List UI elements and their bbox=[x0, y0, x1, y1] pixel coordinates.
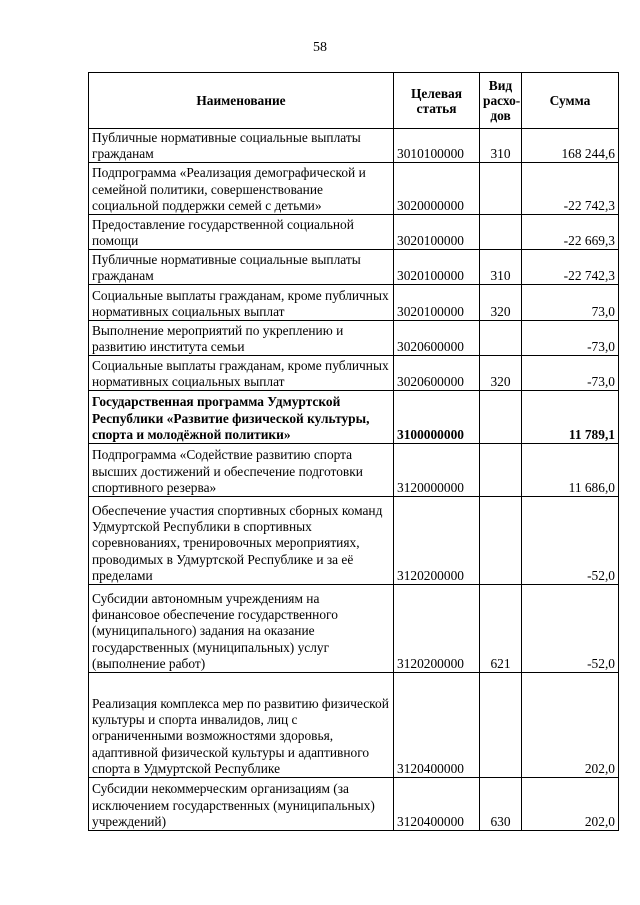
row-sum: 202,0 bbox=[522, 778, 619, 831]
row-sum: 73,0 bbox=[522, 285, 619, 321]
table-row bbox=[89, 129, 619, 163]
table-row bbox=[89, 163, 619, 215]
row-type: 310 bbox=[480, 129, 522, 163]
row-sum: 168 244,6 bbox=[522, 129, 619, 163]
page-number: 58 bbox=[313, 40, 327, 55]
row-type bbox=[480, 215, 522, 250]
row-code: 3020100000 bbox=[394, 285, 480, 321]
table-row bbox=[89, 285, 619, 321]
table-header-row bbox=[89, 73, 619, 129]
row-sum: -52,0 bbox=[522, 585, 619, 673]
row-sum: 202,0 bbox=[522, 673, 619, 778]
table-row bbox=[89, 673, 619, 778]
row-type: 320 bbox=[480, 356, 522, 391]
row-sum: 11 789,1 bbox=[522, 391, 619, 444]
row-name: Субсидии автономным учреждениям на финансовое обеспечение государственного (муниципального) задания на оказание государственных (муниципальных) услуг (выполнение работ) bbox=[89, 585, 394, 673]
table-row bbox=[89, 250, 619, 285]
row-type bbox=[480, 321, 522, 356]
row-sum: 11 686,0 bbox=[522, 444, 619, 497]
row-code: 3120200000 bbox=[394, 585, 480, 673]
row-code: 3020100000 bbox=[394, 215, 480, 250]
table-row bbox=[89, 356, 619, 391]
row-code: 3020100000 bbox=[394, 250, 480, 285]
row-name: Субсидии некоммерческим организациям (за исключением государственных (муниципальных) учреждений) bbox=[89, 778, 394, 831]
row-name: Подпрограмма «Содействие развитию спорта высших достижений и обеспечение подготовки спортивного резерва» bbox=[89, 444, 394, 497]
row-code: 3020000000 bbox=[394, 163, 480, 215]
row-type: 621 bbox=[480, 585, 522, 673]
row-code: 3100000000 bbox=[394, 391, 480, 444]
row-name: Государственная программа Удмуртской Республики «Развитие физической культуры, спорта и молодёжной политики» bbox=[89, 391, 394, 444]
header-code: Целевая статья bbox=[394, 73, 480, 129]
row-type: 630 bbox=[480, 778, 522, 831]
table-row bbox=[89, 585, 619, 673]
row-name: Социальные выплаты гражданам, кроме публичных нормативных социальных выплат bbox=[89, 356, 394, 391]
row-sum: -73,0 bbox=[522, 321, 619, 356]
row-name: Публичные нормативные социальные выплаты гражданам bbox=[89, 250, 394, 285]
table-row bbox=[89, 215, 619, 250]
row-code: 3020600000 bbox=[394, 356, 480, 391]
table-row bbox=[89, 391, 619, 444]
row-code: 3120400000 bbox=[394, 778, 480, 831]
table-row bbox=[89, 444, 619, 497]
row-type bbox=[480, 497, 522, 585]
row-code: 3120400000 bbox=[394, 673, 480, 778]
budget-table bbox=[88, 72, 619, 831]
row-type bbox=[480, 391, 522, 444]
row-type bbox=[480, 673, 522, 778]
row-sum: -22 742,3 bbox=[522, 250, 619, 285]
row-type: 310 bbox=[480, 250, 522, 285]
row-type bbox=[480, 444, 522, 497]
row-sum: -52,0 bbox=[522, 497, 619, 585]
row-sum: -22 742,3 bbox=[522, 163, 619, 215]
table-row bbox=[89, 497, 619, 585]
header-name: Наименование bbox=[89, 73, 394, 129]
row-sum: -73,0 bbox=[522, 356, 619, 391]
row-name: Обеспечение участия спортивных сборных команд Удмуртской Республики в спортивных соревнованиях, тренировочных мероприятиях, проводимых в Удмуртской Республике и за её пределами bbox=[89, 497, 394, 585]
row-name: Публичные нормативные социальные выплаты гражданам bbox=[89, 129, 394, 163]
table-row bbox=[89, 778, 619, 831]
row-code: 3120200000 bbox=[394, 497, 480, 585]
row-type: 320 bbox=[480, 285, 522, 321]
row-sum: -22 669,3 bbox=[522, 215, 619, 250]
row-name: Предоставление государственной социальной помощи bbox=[89, 215, 394, 250]
row-code: 3120000000 bbox=[394, 444, 480, 497]
row-code: 3020600000 bbox=[394, 321, 480, 356]
row-code: 3010100000 bbox=[394, 129, 480, 163]
header-sum: Сумма bbox=[522, 73, 619, 129]
header-type: Вид расхо-дов bbox=[480, 73, 522, 129]
row-name: Выполнение мероприятий по укреплению и развитию института семьи bbox=[89, 321, 394, 356]
table-row bbox=[89, 321, 619, 356]
row-type bbox=[480, 163, 522, 215]
row-name: Реализация комплекса мер по развитию физической культуры и спорта инвалидов, лиц с ограниченными возможностями здоровья, адаптивной физической культуры и адаптивного спорта в Удмуртской Республике bbox=[89, 673, 394, 778]
row-name: Подпрограмма «Реализация демографической и семейной политики, совершенствование социальной поддержки семей с детьми» bbox=[89, 163, 394, 215]
row-name: Социальные выплаты гражданам, кроме публичных нормативных социальных выплат bbox=[89, 285, 394, 321]
